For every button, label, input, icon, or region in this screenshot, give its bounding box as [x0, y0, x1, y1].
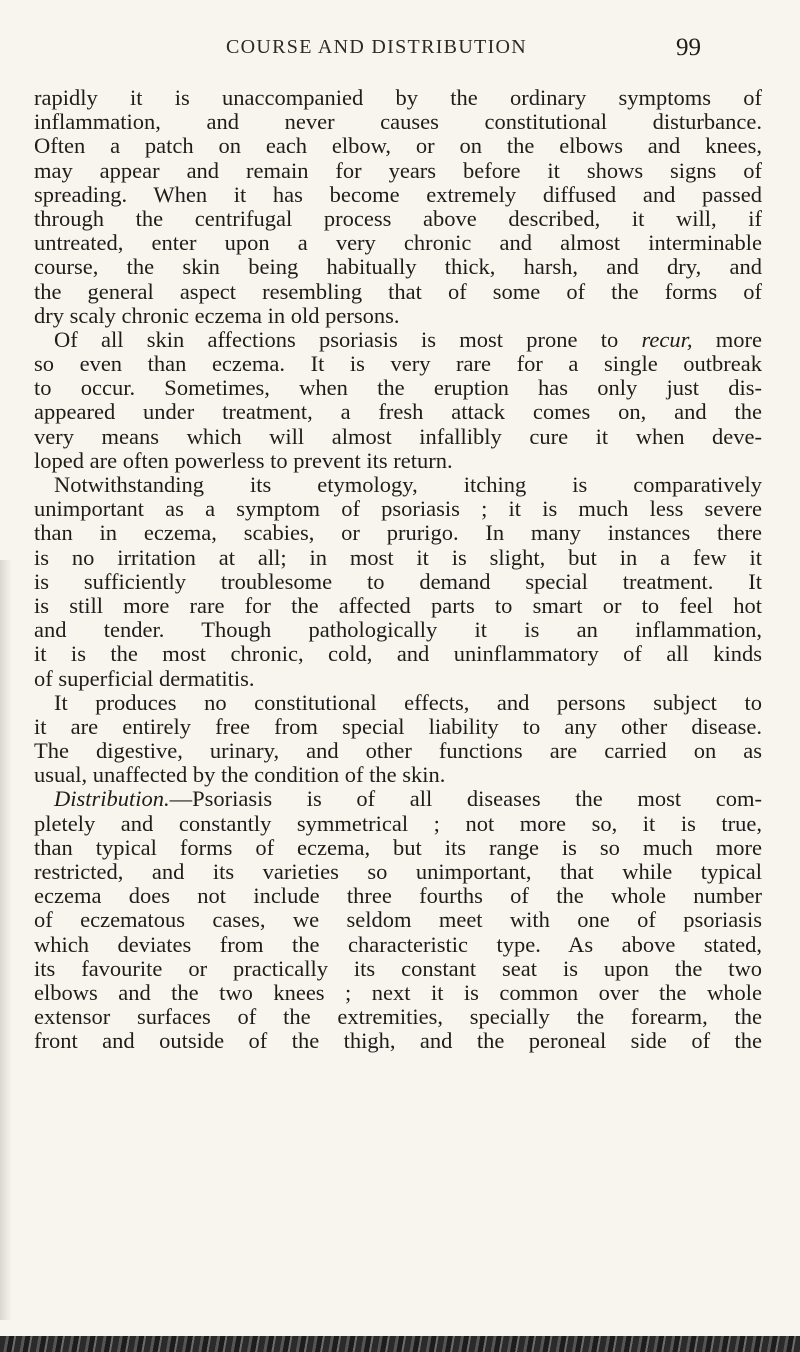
text-line: untreated, enter upon a very chronic and almost interminable	[34, 230, 762, 256]
text-line: course, the skin being habitually thick, harsh, and dry, and	[34, 254, 762, 280]
text-line: extensor surfaces of the extremities, specially the forearm, the	[34, 1004, 762, 1030]
text-line: may appear and remain for years before it shows signs of	[34, 157, 762, 183]
text-line: so even than eczema. It is very rare for a single outbreak	[34, 351, 762, 377]
text-line: the general aspect resembling that of some of the forms of	[34, 278, 762, 304]
text-line-recur	[34, 328, 762, 352]
text-line: The digestive, urinary, and other functions are carried on as	[34, 738, 762, 764]
text-line: is still more rare for the affected parts to smart or to feel hot	[34, 592, 762, 618]
text-line: and tender. Though pathologically it is an inflammation,	[34, 617, 762, 643]
text-line: pletely and constantly symmetrical ; not more so, it is true,	[34, 810, 762, 836]
text-line: elbows and the two knees ; next it is common over the whole	[34, 979, 762, 1005]
text-line: which deviates from the characteristic type. As above stated,	[34, 931, 762, 957]
page-header	[0, 36, 800, 66]
text-line: than typical forms of eczema, but its range is so much more	[34, 834, 762, 860]
text-line: to occur. Sometimes, when the eruption has only just dis-	[34, 375, 762, 401]
text-line: is sufficiently troublesome to demand special treatment. It	[34, 568, 762, 594]
running-head: COURSE AND DISTRIBUTION	[226, 36, 528, 58]
text-line: than in eczema, scabies, or prurigo. In many instances there	[34, 520, 762, 546]
text-line: It produces no constitutional effects, and persons subject to	[54, 689, 762, 715]
section-heading-distribution: Distribution.	[54, 786, 170, 812]
body-text	[34, 86, 762, 1054]
gutter-shadow	[0, 560, 12, 1320]
text-line: of eczematous cases, we seldom meet with one of psoriasis	[34, 907, 762, 933]
text-line: Notwithstanding its etymology, itching is comparatively	[54, 472, 762, 497]
text-line: loped are often powerless to prevent its return.	[34, 447, 453, 473]
page-bottom-edge	[0, 1336, 800, 1352]
text-line: rapidly it is unaccompanied by the ordinary symptoms of	[34, 85, 762, 110]
text-segment: —Psoriasis is of all diseases the most com-	[169, 786, 762, 812]
text-line: eczema does not include three fourths of the whole number	[34, 883, 762, 909]
text-line: through the centrifugal process above described, it will, if	[34, 205, 762, 231]
text-line: dry scaly chronic eczema in old persons.	[34, 302, 400, 328]
text-line-distribution	[34, 787, 762, 811]
text-line: inflammation, and never causes constitutional disturbance.	[34, 109, 762, 135]
page-number: 99	[676, 34, 701, 61]
italic-word-recur: recur,	[641, 326, 693, 352]
text-line: it are entirely free from special liability to any other disease.	[34, 713, 762, 739]
text-line: spreading. When it has become extremely diffused and passed	[34, 181, 762, 207]
text-line: appeared under treatment, a fresh attack comes on, and the	[34, 399, 762, 425]
text-line: usual, unaffected by the condition of the skin.	[34, 762, 446, 788]
text-line: front and outside of the thigh, and the peroneal side of the	[34, 1028, 762, 1054]
text-line: of superficial dermatitis.	[34, 665, 255, 691]
text-segment: more	[692, 326, 763, 352]
text-segment: Of all skin affections psoriasis is most prone to	[54, 326, 642, 352]
text-line: unimportant as a symptom of psoriasis ; it is much less severe	[34, 496, 762, 522]
text-line: it is the most chronic, cold, and uninflammatory of all kinds	[34, 641, 762, 667]
text-line: very means which will almost infallibly cure it when deve-	[34, 423, 762, 449]
text-line: is no irritation at all; in most it is slight, but in a few it	[34, 544, 762, 570]
text-line: Often a patch on each elbow, or on the elbows and knees,	[34, 133, 762, 159]
text-line: restricted, and its varieties so unimportant, that while typical	[34, 859, 762, 884]
text-line: its favourite or practically its constant seat is upon the two	[34, 955, 762, 981]
